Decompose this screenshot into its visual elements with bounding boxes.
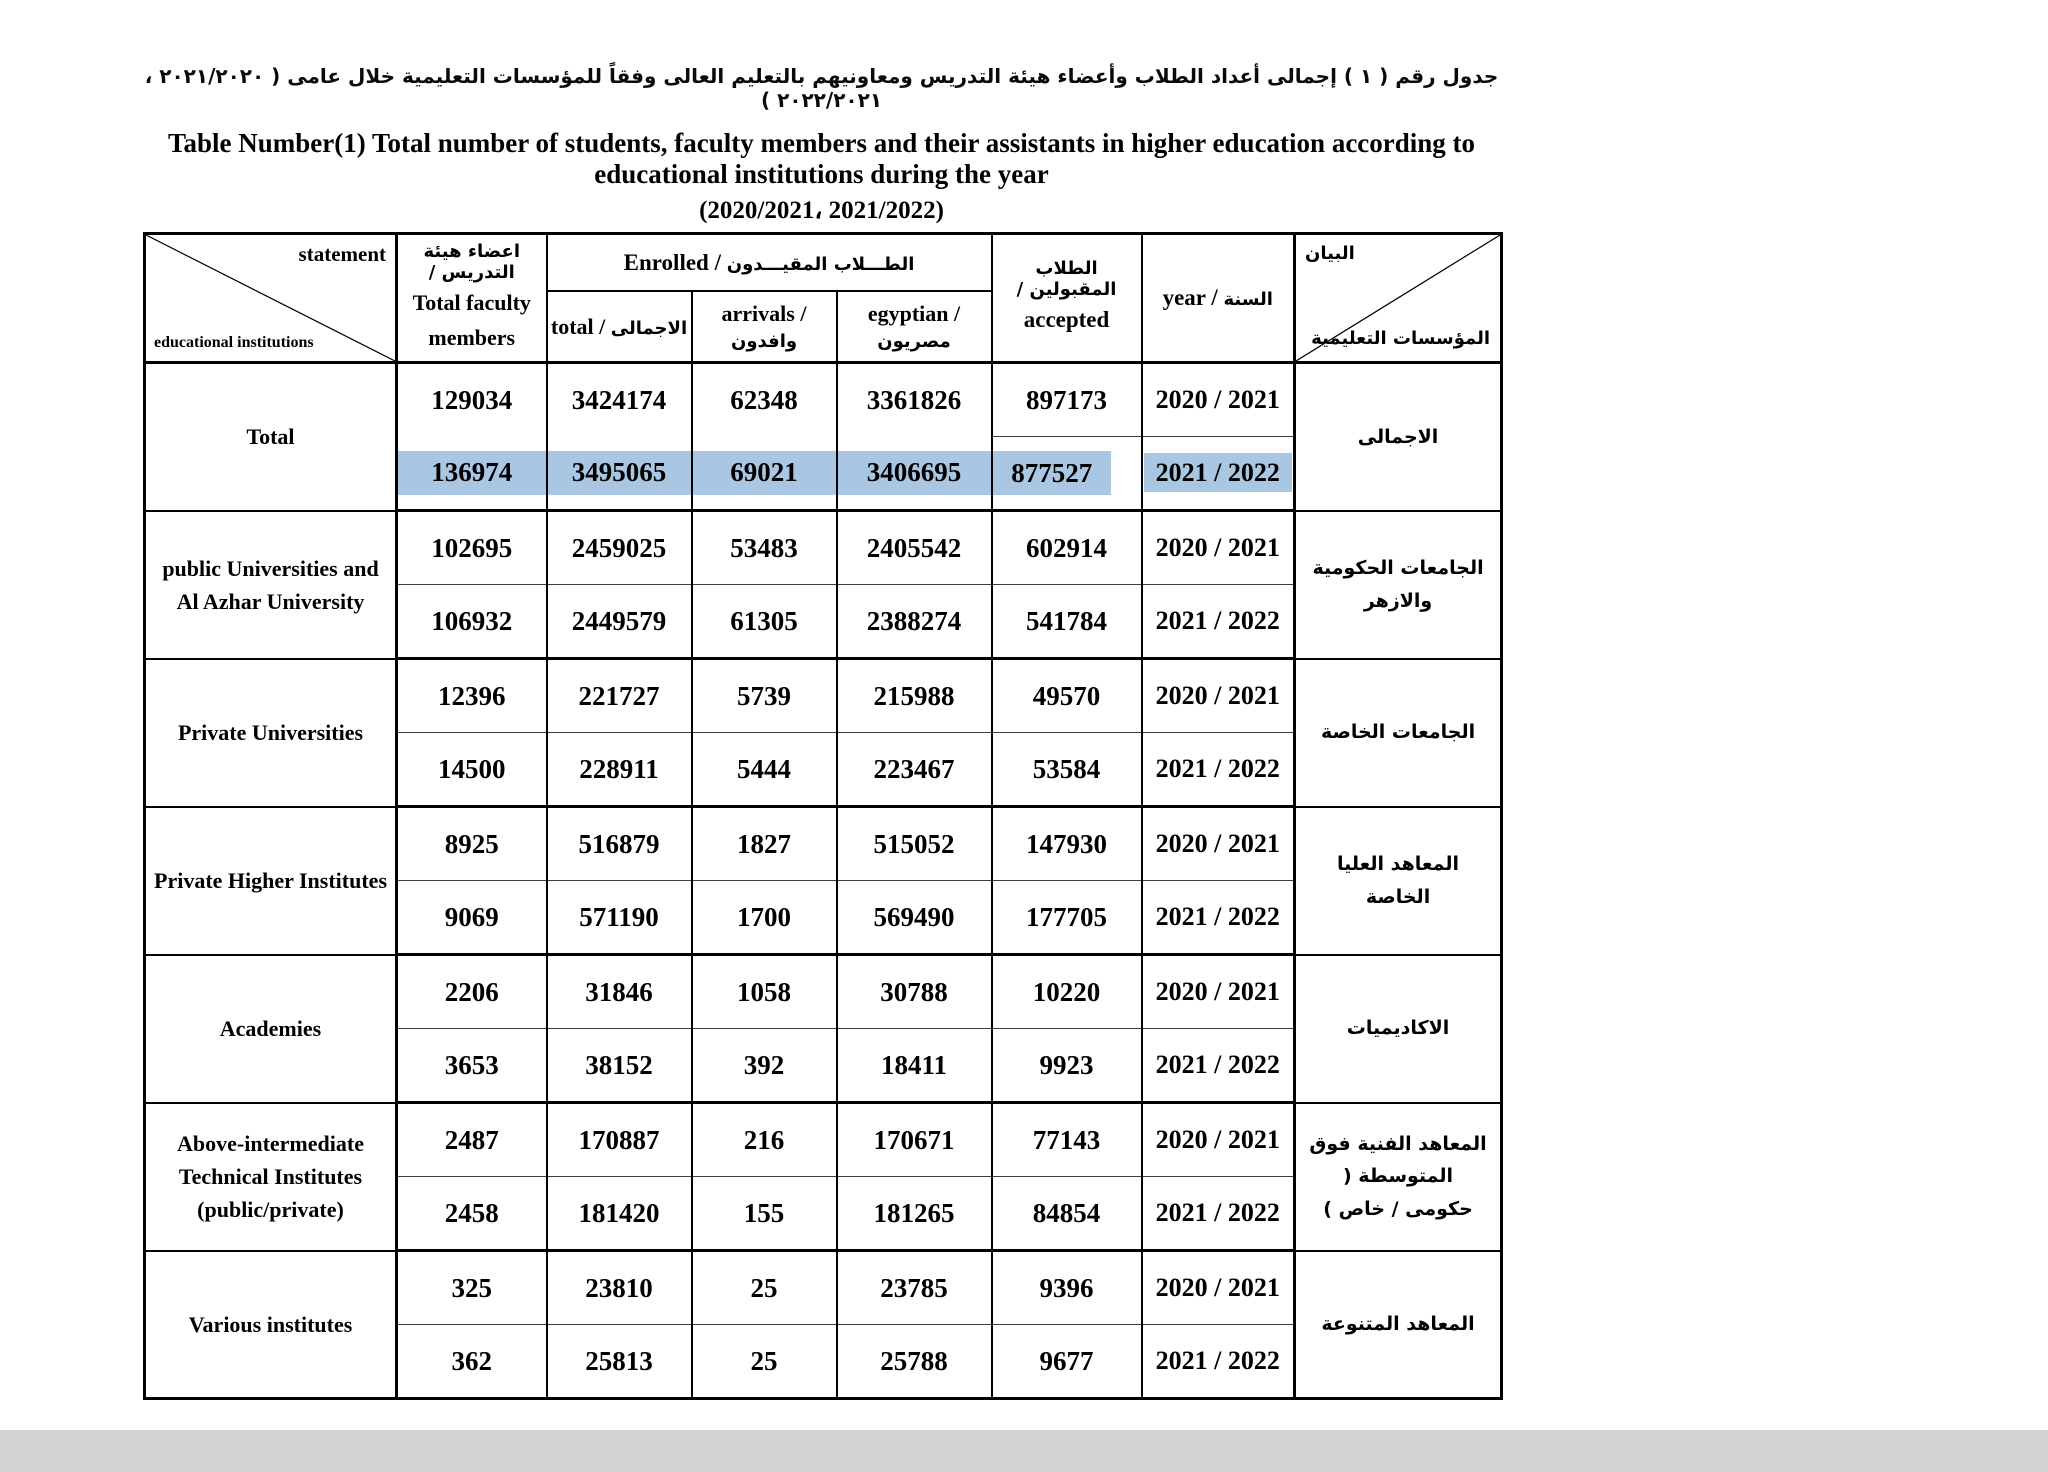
accepted-header-arabic: الطلاب المقبولين /	[1016, 257, 1117, 300]
faculty-value: 362	[397, 1325, 547, 1399]
selection-highlight	[838, 451, 991, 495]
year-value: 2020 / 2021	[1142, 363, 1295, 437]
arrivals-value: 5739	[692, 659, 837, 733]
egyptian-value: 515052	[837, 807, 992, 881]
institution-name: Private Higher Institutes	[145, 807, 397, 955]
col-header-accepted	[992, 234, 1142, 363]
total-value: 25813	[547, 1325, 692, 1399]
col-header-enrolled-arrivals	[692, 291, 837, 363]
selection-highlight	[993, 451, 1111, 495]
subtitle-years: (2020/2021، 2021/2022)	[699, 197, 944, 224]
year-header-arabic: السنة	[1223, 289, 1273, 310]
english-title: Table Number(1) Total number of students, faculty members and their assistants in higher education according to educational institutions during the year	[167, 128, 1476, 189]
total-value: 181420	[547, 1177, 692, 1251]
accepted-value: 9396	[992, 1251, 1142, 1325]
enrolled-header-arabic: الطـــلاب المقيـــدون	[726, 253, 915, 275]
year-value: 2021 / 2022	[1142, 585, 1295, 659]
institution-row-year1	[145, 955, 1502, 1029]
total-value: 170887	[547, 1103, 692, 1177]
year-value: 2021 / 2022	[1142, 1177, 1295, 1251]
arrivals-value: 155	[692, 1177, 837, 1251]
institution-name-arabic: المعاهد المتنوعة	[1295, 1251, 1502, 1399]
total-value: 221727	[547, 659, 692, 733]
accepted-header-english: accepted	[1023, 306, 1110, 332]
selection-highlight	[398, 451, 546, 495]
faculty-value	[397, 437, 547, 511]
total-value: 571190	[547, 881, 692, 955]
arrivals-value: 1700	[692, 881, 837, 955]
institution-name-arabic: الجامعات الحكومية والازهر	[1295, 511, 1502, 659]
egyptian-value: 215988	[837, 659, 992, 733]
institution-row-year1	[145, 363, 1502, 437]
egyptian-value: 23785	[837, 1251, 992, 1325]
corner-statement-label: statement	[298, 242, 386, 266]
accepted-value: 147930	[992, 807, 1142, 881]
accepted-value: 49570	[992, 659, 1142, 733]
arrivals-value: 1827	[692, 807, 837, 881]
accepted-value: 53584	[992, 733, 1142, 807]
accepted-value: 177705	[992, 881, 1142, 955]
institution-name-arabic: المعاهد العليا الخاصة	[1295, 807, 1502, 955]
egyptian-value	[837, 437, 992, 511]
arrivals-value: 1058	[692, 955, 837, 1029]
accepted-value: 9677	[992, 1325, 1142, 1399]
separator-slash: /	[794, 300, 807, 326]
table-body	[145, 363, 1502, 1399]
title-block	[143, 0, 1500, 225]
year-value	[1142, 437, 1295, 511]
year-value: 2020 / 2021	[1142, 659, 1295, 733]
institution-row-year1	[145, 1251, 1502, 1325]
selection-highlight	[548, 451, 691, 495]
egyptian-value: 181265	[837, 1177, 992, 1251]
arrivals-header-arabic: وافدون	[730, 330, 798, 352]
arrivals-value	[692, 437, 837, 511]
separator-slash: /	[708, 249, 727, 275]
separator-slash: /	[948, 300, 961, 326]
corner-cell-statement-institutions	[145, 234, 397, 363]
total-value: 2459025	[547, 511, 692, 585]
separator-slash: /	[1205, 285, 1224, 310]
institution-name-arabic: المعاهد الفنية فوق المتوسطة ( حكومى / خاص )	[1295, 1103, 1502, 1251]
faculty-value: 102695	[397, 511, 547, 585]
col-header-total-faculty-members	[397, 234, 547, 363]
total-value: 38152	[547, 1029, 692, 1103]
egyptian-value: 223467	[837, 733, 992, 807]
statistics-table	[143, 232, 1503, 1400]
separator-slash: /	[593, 313, 611, 339]
institution-name: public Universities and Al Azhar University	[145, 511, 397, 659]
faculty-value-text: 136974	[431, 457, 513, 488]
col-header-enrolled-total	[547, 291, 692, 363]
egyptian-value: 170671	[837, 1103, 992, 1177]
total-value: 516879	[547, 807, 692, 881]
arrivals-value: 5444	[692, 733, 837, 807]
arrivals-value: 25	[692, 1251, 837, 1325]
year-value: 2021 / 2022	[1142, 1325, 1295, 1399]
faculty-header-english: Total faculty members	[412, 289, 531, 350]
faculty-header-arabic: اعضاء هيئة التدريس /	[423, 240, 521, 283]
faculty-value: 2487	[397, 1103, 547, 1177]
institution-row-year1	[145, 1103, 1502, 1177]
accepted-value: 897173	[992, 363, 1142, 437]
faculty-value: 14500	[397, 733, 547, 807]
institution-row-year1	[145, 659, 1502, 733]
accepted-value: 602914	[992, 511, 1142, 585]
accepted-value: 10220	[992, 955, 1142, 1029]
institution-name-arabic: الاجمالى	[1295, 363, 1502, 511]
faculty-value: 325	[397, 1251, 547, 1325]
accepted-value	[992, 437, 1142, 511]
total-value: 228911	[547, 733, 692, 807]
total-value: 3424174	[547, 363, 692, 437]
year-value-text: 2021 / 2022	[1144, 453, 1292, 492]
institution-row-year1	[145, 511, 1502, 585]
total-header-english: total	[550, 313, 594, 339]
corner-statement-label-arabic: البيان	[1305, 243, 1355, 264]
corner-cell-statement-institutions-arabic	[1295, 234, 1502, 363]
faculty-value: 129034	[397, 363, 547, 437]
total-value-text: 3495065	[571, 457, 667, 488]
institution-name: Various institutes	[145, 1251, 397, 1399]
institution-name: Private Universities	[145, 659, 397, 807]
col-header-enrolled-egyptian	[837, 291, 992, 363]
col-header-enrolled	[547, 234, 992, 292]
selection-highlight	[693, 451, 836, 495]
faculty-value: 9069	[397, 881, 547, 955]
arabic-title: جدول رقم ( ١ ) إجمالى أعداد الطلاب وأعضاء هيئة التدريس ومعاونيهم بالتعليم العالى وفقاً للمؤسسات التعليمية خلال عامى ( ٢٠٢١/٢٠٢٠ ، ٢٠٢٢/٢٠٢١ )	[144, 64, 1499, 112]
institution-name: Academies	[145, 955, 397, 1103]
total-header-arabic: الاجمالى	[610, 317, 688, 339]
corner-educational-institutions-label: educational institutions	[154, 334, 314, 351]
total-value: 31846	[547, 955, 692, 1029]
accepted-value: 77143	[992, 1103, 1142, 1177]
accepted-value: 9923	[992, 1029, 1142, 1103]
corner-institutions-label-arabic: المؤسسات التعليمية	[1311, 328, 1491, 349]
egyptian-header-english: egyptian	[867, 300, 949, 326]
arrivals-value-text: 69021	[730, 457, 798, 488]
year-value: 2020 / 2021	[1142, 511, 1295, 585]
total-value: 23810	[547, 1251, 692, 1325]
institution-name-arabic: الاكاديميات	[1295, 955, 1502, 1103]
egyptian-header-arabic: مصريون	[877, 330, 951, 352]
arrivals-value: 216	[692, 1103, 837, 1177]
institution-row-year1	[145, 807, 1502, 881]
year-header-english: year	[1162, 285, 1206, 310]
egyptian-value: 3361826	[837, 363, 992, 437]
total-value	[547, 437, 692, 511]
year-value: 2020 / 2021	[1142, 807, 1295, 881]
faculty-value: 2206	[397, 955, 547, 1029]
arrivals-value: 392	[692, 1029, 837, 1103]
egyptian-value: 30788	[837, 955, 992, 1029]
year-value: 2021 / 2022	[1142, 1029, 1295, 1103]
col-header-year	[1142, 234, 1295, 363]
arrivals-value: 62348	[692, 363, 837, 437]
arrivals-header-english: arrivals	[721, 300, 795, 326]
egyptian-value: 25788	[837, 1325, 992, 1399]
egyptian-value-text: 3406695	[866, 457, 962, 488]
accepted-value-text: 877527	[1011, 457, 1093, 488]
faculty-value: 8925	[397, 807, 547, 881]
faculty-value: 12396	[397, 659, 547, 733]
arrivals-value: 61305	[692, 585, 837, 659]
year-value: 2020 / 2021	[1142, 1103, 1295, 1177]
year-value: 2021 / 2022	[1142, 733, 1295, 807]
faculty-value: 3653	[397, 1029, 547, 1103]
arrivals-value: 25	[692, 1325, 837, 1399]
faculty-value: 106932	[397, 585, 547, 659]
accepted-value: 541784	[992, 585, 1142, 659]
year-value: 2020 / 2021	[1142, 1251, 1295, 1325]
institution-name: Total	[145, 363, 397, 511]
egyptian-value: 2405542	[837, 511, 992, 585]
window-bottom-edge	[0, 1430, 2048, 1472]
institution-name-arabic: الجامعات الخاصة	[1295, 659, 1502, 807]
institution-name: Above-intermediate Technical Institutes (public/private)	[145, 1103, 397, 1251]
egyptian-value: 2388274	[837, 585, 992, 659]
year-value: 2021 / 2022	[1142, 881, 1295, 955]
accepted-value: 84854	[992, 1177, 1142, 1251]
faculty-value: 2458	[397, 1177, 547, 1251]
arrivals-value: 53483	[692, 511, 837, 585]
year-value: 2020 / 2021	[1142, 955, 1295, 1029]
egyptian-value: 569490	[837, 881, 992, 955]
total-value: 2449579	[547, 585, 692, 659]
egyptian-value: 18411	[837, 1029, 992, 1103]
enrolled-header-english: Enrolled	[623, 249, 709, 275]
